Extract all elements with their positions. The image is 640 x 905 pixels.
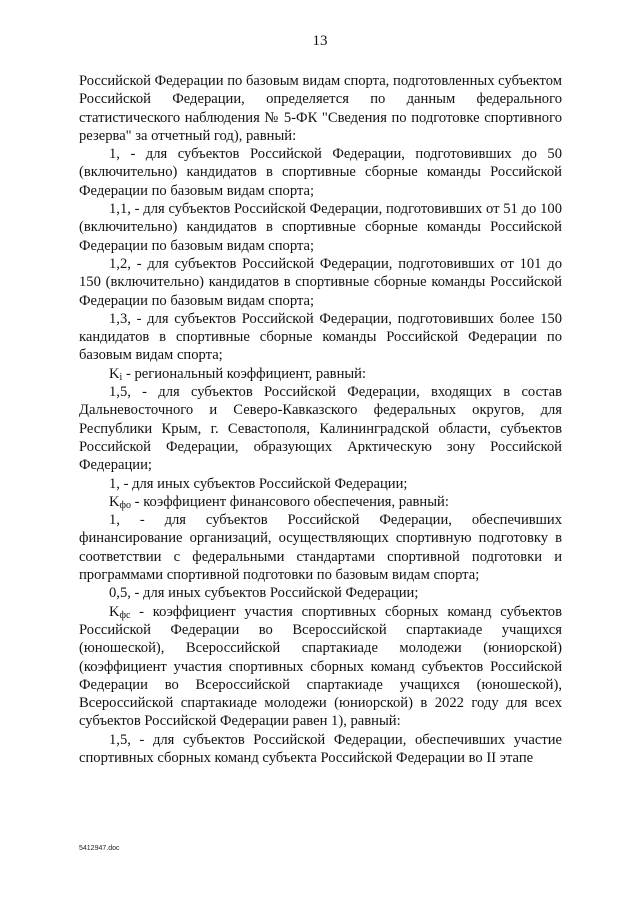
paragraph xyxy=(79,493,562,511)
page-number: 13 xyxy=(312,33,328,49)
coefficient-symbol: K xyxy=(109,365,120,382)
paragraph: 1,5, - для субъектов Российской Федерации, обеспечивших участие спортивных сборных команд субъекта Российской Федерации во II этапе xyxy=(79,731,562,766)
coefficient-symbol: K xyxy=(109,603,120,620)
paragraph xyxy=(79,603,562,731)
paragraph-text: - коэффициент финансового обеспечения, равный: xyxy=(131,493,449,510)
coefficient-symbol: K xyxy=(109,493,120,510)
paragraph: 1,3, - для субъектов Российской Федерации, подготовивших более 150 кандидатов в спортивные сборные команды Российской Федерации по базовым видам спорта; xyxy=(79,310,562,364)
paragraph: 1, - для иных субъектов Российской Федерации; xyxy=(109,475,408,492)
coefficient-subscript: i xyxy=(119,371,123,383)
coefficient-subscript: фо xyxy=(119,499,132,511)
paragraph xyxy=(79,365,562,383)
paragraph: 0,5, - для иных субъектов Российской Федерации; xyxy=(109,585,419,602)
document-body xyxy=(79,72,562,767)
paragraph-text: - коэффициент участия спортивных сборных команд субъектов Российской Федерации во Всероссийской спартакиаде учащихся (юношеской), Всероссийской спартакиаде молодежи (юниорской) (коэффициент участия спортивных сборных команд субъектов Российской Федерации во Всероссийской спартакиаде учащихся (юношеской), Всероссийской спартакиаде молодежи (юниорской) в 2022 году для всех субъектов Российской Федерации равен 1), равный: xyxy=(79,603,562,730)
paragraph: 1,5, - для субъектов Российской Федерации, входящих в состав Дальневосточного и Северо-Кавказского федеральных округов, для Республики Крым, г. Севастополя, Калининградской области, субъектов Российской Федерации, образующих Арктическую зону Российской Федерации; xyxy=(79,384,562,474)
paragraph: 1, - для субъектов Российской Федерации, обеспечивших финансирование организаций, осуществляющих спортивную подготовку в соответствии с федеральными стандартами спортивной подготовки и программами спортивной подготовки по базовым видам спорта; xyxy=(79,512,562,584)
paragraph: 1,1, - для субъектов Российской Федерации, подготовивших от 51 до 100 (включительно) кандидатов в спортивные сборные команды Российской Федерации по базовым видам спорта; xyxy=(79,201,562,254)
paragraph: Российской Федерации по базовым видам спорта, подготовленных субъектом Российской Федерации, определяется по данным федерального статистического наблюдения № 5-ФК "Сведения по подготовке спортивного резерва" за отчетный год), равный: xyxy=(79,73,562,144)
coefficient-subscript: фс xyxy=(119,609,131,621)
paragraph: 1, - для субъектов Российской Федерации, подготовивших до 50 (включительно) кандидатов в спортивные сборные команды Российской Федерации по базовым видам спорта; xyxy=(79,146,562,199)
paragraph-text: - региональный коэффициент, равный: xyxy=(122,365,367,382)
document-footer-filename: 5412947.doc xyxy=(79,845,120,852)
paragraph: 1,2, - для субъектов Российской Федерации, подготовивших от 101 до 150 (включительно) кандидатов в спортивные сборные команды Российской Федерации по базовым видам спорта; xyxy=(79,255,562,309)
